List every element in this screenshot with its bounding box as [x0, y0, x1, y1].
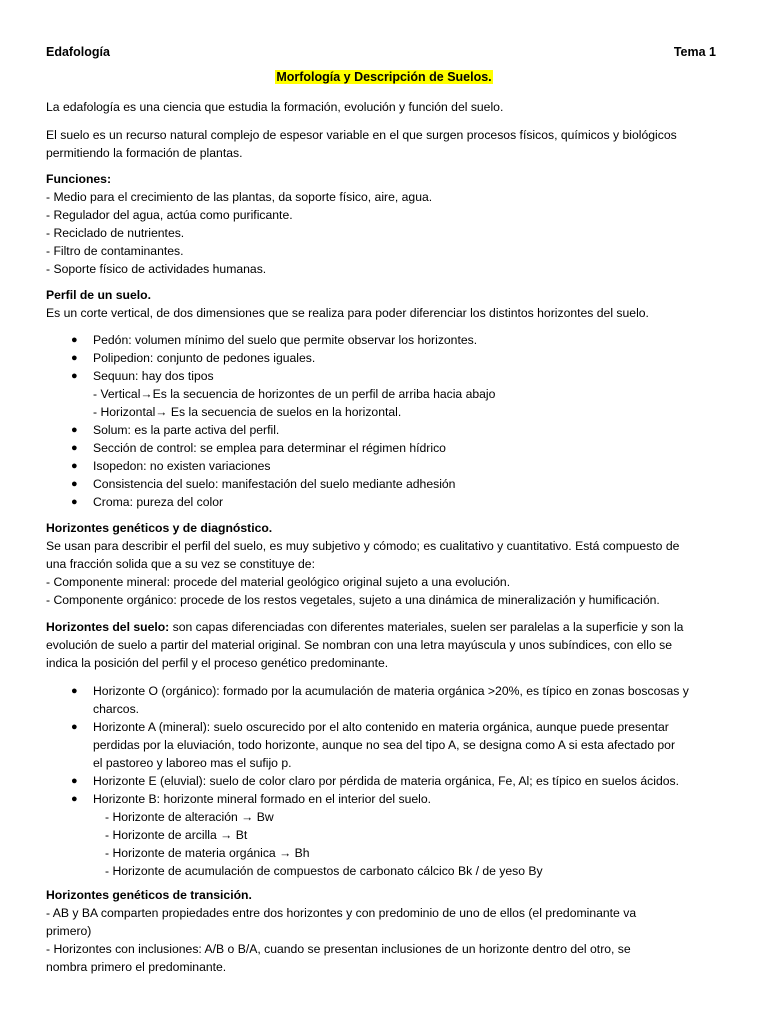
geneticos-line: una fracción solida que a su vez se constituye de:	[46, 557, 315, 571]
list-item	[46, 367, 722, 421]
list-item-text: Croma: pureza del color	[93, 495, 224, 509]
list-item	[46, 493, 722, 511]
bullet-icon: ●	[71, 721, 78, 733]
intro-paragraph-2	[46, 126, 722, 162]
horizontes-line	[46, 618, 722, 636]
bullet-icon: ●	[71, 775, 78, 787]
intro-line: El suelo es un recurso natural complejo de espesor variable en el que surgen procesos físicos, químicos y biológicos	[46, 128, 677, 142]
list-item-text: Pedón: volumen mínimo del suelo que permite observar los horizontes.	[93, 333, 478, 347]
funciones-heading: Funciones:	[46, 172, 112, 186]
funciones-item: - Filtro de contaminantes.	[46, 244, 184, 258]
transicion-line: - Horizontes con inclusiones: A/B o B/A, cuando se presentan inclusiones de un horizonte dentro del otro, se	[46, 942, 631, 956]
transicion-line: primero)	[46, 924, 92, 938]
sequun-sub-item: - Horizontal→ Es la secuencia de suelos en la horizontal.	[93, 405, 402, 419]
list-item	[46, 682, 722, 718]
transicion-line: nombra primero el predominante.	[46, 960, 227, 974]
list-item	[46, 718, 722, 772]
list-item	[46, 790, 722, 880]
funciones-item: - Soporte físico de actividades humanas.	[46, 262, 267, 276]
bullet-icon: ●	[71, 442, 78, 454]
horizontes-line: evolución de suelo a partir del material original. Se nombran con una letra mayúscula y unos subíndices, con ello se	[46, 638, 672, 652]
funciones-item: - Medio para el crecimiento de las plantas, da soporte físico, aire, agua.	[46, 190, 433, 204]
list-item-text: Horizonte A (mineral): suelo oscurecido por el alto contenido en materia orgánica, aunque puede presentar	[93, 720, 669, 734]
horizontes-bullet-list	[46, 682, 722, 880]
bullet-icon: ●	[71, 460, 78, 472]
transicion-section	[46, 886, 722, 976]
transicion-line: - AB y BA comparten propiedades entre dos horizontes y con predominio de uno de ellos (el predominante va	[46, 906, 637, 920]
geneticos-line: - Componente orgánico: procede de los restos vegetales, sujeto a una dinámica de mineralización y humificación.	[46, 593, 660, 607]
funciones-section	[46, 170, 722, 278]
bullet-icon: ●	[71, 352, 78, 364]
list-item	[46, 457, 722, 475]
list-item-text: Horizonte B: horizonte mineral formado en el interior del suelo.	[93, 792, 432, 806]
list-item	[46, 331, 722, 349]
bullet-icon: ●	[71, 424, 78, 436]
list-item	[46, 475, 722, 493]
geneticos-section	[46, 519, 722, 609]
geneticos-line: Se usan para describir el perfil del suelo, es muy subjetivo y cómodo; es cualitativo y cuantitativo. Está compuesto de	[46, 539, 680, 553]
horizontes-lead: Horizontes del suelo:	[46, 620, 170, 634]
list-item	[46, 439, 722, 457]
intro-line: permitiendo la formación de plantas.	[46, 146, 243, 160]
list-item-text: Sección de control: se emplea para determinar el régimen hídrico	[93, 441, 446, 455]
funciones-item: - Regulador del agua, actúa como purificante.	[46, 208, 293, 222]
bullet-icon: ●	[71, 685, 78, 697]
list-item-text: Sequun: hay dos tipos	[93, 369, 214, 383]
list-item-text: Solum: es la parte activa del perfil.	[93, 423, 280, 437]
transicion-heading: Horizontes genéticos de transición.	[46, 888, 252, 902]
bullet-icon: ●	[71, 334, 78, 346]
geneticos-heading: Horizontes genéticos y de diagnóstico.	[46, 521, 273, 535]
list-item	[46, 421, 722, 439]
horizontes-section	[46, 618, 722, 672]
funciones-item: - Reciclado de nutrientes.	[46, 226, 185, 240]
horizonte-b-sub-item: - Horizonte de materia orgánica → Bh	[105, 846, 310, 860]
list-item-text: Consistencia del suelo: manifestación del suelo mediante adhesión	[93, 477, 456, 491]
horizontes-line-rest: son capas diferenciadas con diferentes materiales, suelen ser paralelas a la superficie y son la	[169, 620, 684, 634]
title-container	[46, 70, 722, 84]
perfil-heading: Perfil de un suelo.	[46, 288, 151, 302]
perfil-text: Es un corte vertical, de dos dimensiones que se realiza para poder diferenciar los distintos horizontes del suelo.	[46, 306, 649, 320]
perfil-bullet-list	[46, 331, 722, 511]
list-item-text: perdidas por la eluviación, todo horizonte, aunque no sea del tipo A, se designa como A si esta afectado por	[93, 738, 676, 752]
header-topic: Tema 1	[673, 45, 716, 59]
list-item	[46, 349, 722, 367]
horizonte-b-sub-item: - Horizonte de alteración → Bw	[105, 810, 274, 824]
geneticos-line: - Componente mineral: procede del material geológico original sujeto a una evolución.	[46, 575, 511, 589]
bullet-icon: ●	[71, 496, 78, 508]
list-item-text: Isopedon: no existen variaciones	[93, 459, 271, 473]
horizonte-b-sub-item: - Horizonte de acumulación de compuestos de carbonato cálcico Bk / de yeso By	[105, 864, 543, 878]
sequun-sub-item: - Vertical→Es la secuencia de horizontes de un perfil de arriba hacia abajo	[93, 387, 496, 401]
horizontes-line: indica la posición del perfil y el proceso genético predominante.	[46, 656, 389, 670]
document-title: Morfología y Descripción de Suelos.	[276, 70, 492, 84]
list-item-text: Polipedion: conjunto de pedones iguales.	[93, 351, 316, 365]
bullet-icon: ●	[71, 478, 78, 490]
bullet-icon: ●	[71, 793, 78, 805]
list-item-text: el pastoreo y laboreo mas el sufijo p.	[93, 756, 292, 770]
list-item-text: Horizonte O (orgánico): formado por la acumulación de materia orgánica >20%, es típico en zonas boscosas y	[93, 684, 689, 698]
bullet-icon: ●	[71, 370, 78, 382]
list-item	[46, 772, 722, 790]
list-item-text: charcos.	[93, 702, 140, 716]
header-subject: Edafología	[46, 45, 110, 59]
intro-paragraph-1: La edafología es una ciencia que estudia la formación, evolución y función del suelo.	[46, 100, 504, 114]
perfil-section	[46, 286, 722, 322]
list-item-text: Horizonte E (eluvial): suelo de color claro por pérdida de materia orgánica, Fe, Al; es típico en suelos ácidos.	[93, 774, 679, 788]
horizonte-b-sub-item: - Horizonte de arcilla → Bt	[105, 828, 248, 842]
